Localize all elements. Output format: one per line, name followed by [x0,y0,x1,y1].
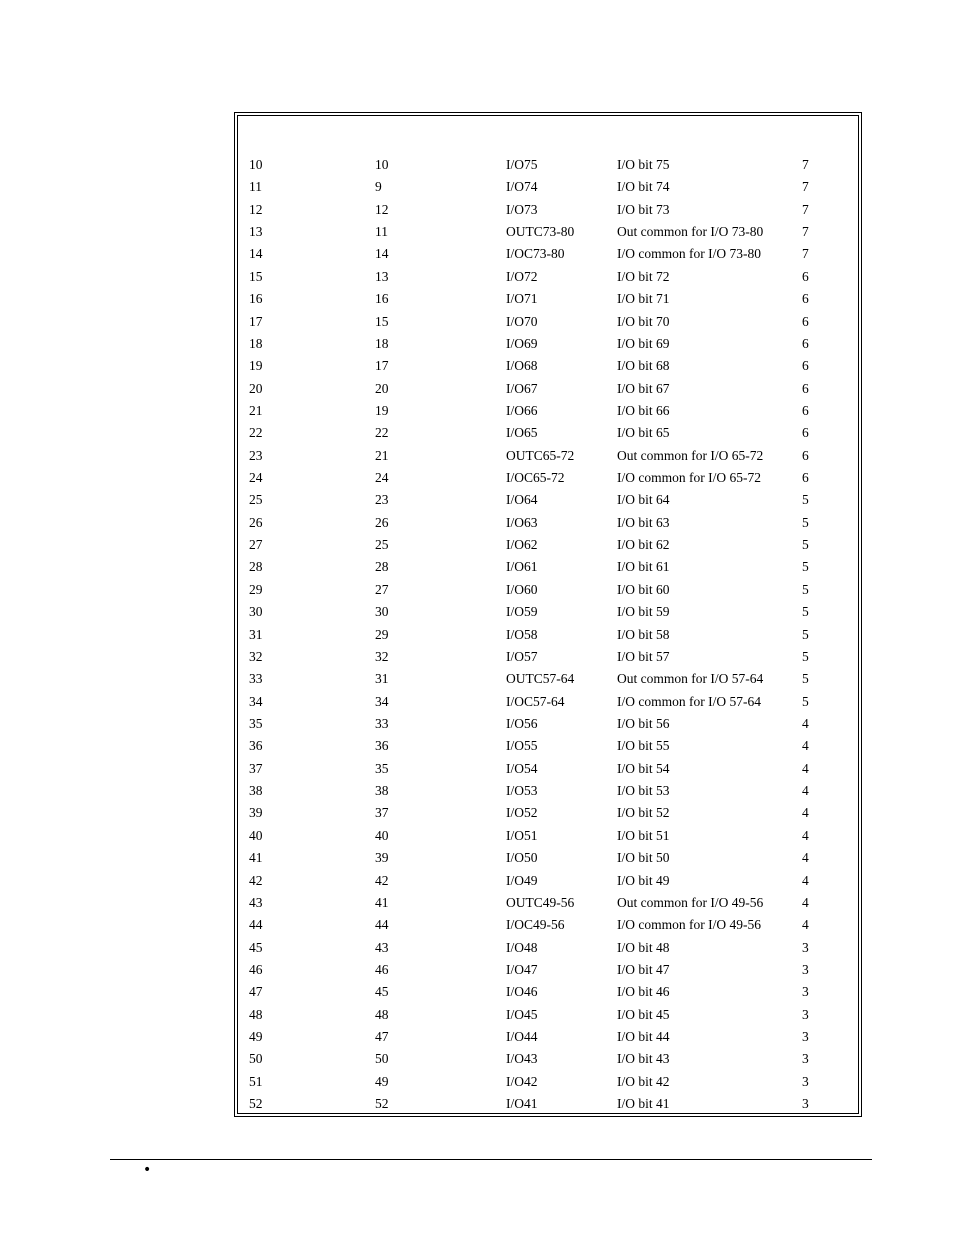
table-cell-signal-name: I/OC57-64 [506,693,565,709]
table-cell-signal-name: I/O54 [506,760,538,776]
table-row [0,199,954,221]
table-cell-signal-name: I/O46 [506,984,538,1000]
table-cell-io-group: 3 [802,939,809,955]
table-cell-signal-name: I/O63 [506,514,538,530]
table-cell-cable-pin: 12 [375,201,389,217]
table-row [0,802,954,824]
table-cell-signal-name: I/O59 [506,604,538,620]
table-cell-connector-pin: 39 [249,805,263,821]
table-cell-io-group: 5 [802,537,809,553]
table-row [0,243,954,265]
table-cell-cable-pin: 20 [375,380,389,396]
table-cell-io-group: 4 [802,917,809,933]
table-cell-connector-pin: 28 [249,559,263,575]
table-cell-io-group: 3 [802,961,809,977]
table-cell-cable-pin: 43 [375,939,389,955]
table-cell-signal-description: I/O common for I/O 57-64 [617,693,761,709]
table-cell-connector-pin: 35 [249,715,263,731]
table-cell-signal-description: I/O bit 74 [617,179,670,195]
table-cell-signal-description: I/O bit 69 [617,335,670,351]
table-row [0,355,954,377]
table-row [0,601,954,623]
table-cell-signal-description: I/O bit 58 [617,626,670,642]
table-cell-signal-description: Out common for I/O 73-80 [617,224,764,240]
table-cell-signal-name: I/O45 [506,1006,538,1022]
table-cell-cable-pin: 46 [375,961,389,977]
table-cell-connector-pin: 12 [249,201,263,217]
table-row [0,780,954,802]
table-cell-connector-pin: 41 [249,850,263,866]
table-cell-cable-pin: 18 [375,335,389,351]
table-cell-signal-description: I/O bit 71 [617,291,670,307]
table-cell-cable-pin: 37 [375,805,389,821]
table-cell-connector-pin: 10 [249,157,263,172]
table-cell-connector-pin: 38 [249,783,263,799]
table-row [0,758,954,780]
table-cell-cable-pin: 31 [375,671,389,687]
table-cell-signal-name: I/O71 [506,291,538,307]
table-cell-cable-pin: 19 [375,402,389,418]
table-cell-signal-name: I/OC49-56 [506,917,565,933]
table-row [0,892,954,914]
table-cell-signal-description: I/O bit 68 [617,358,670,374]
table-cell-io-group: 4 [802,805,809,821]
table-cell-signal-description: Out common for I/O 57-64 [617,671,764,687]
table-row [0,1093,954,1115]
table-cell-cable-pin: 41 [375,894,389,910]
table-cell-io-group: 5 [802,514,809,530]
table-cell-signal-name: I/O56 [506,715,538,731]
table-cell-signal-description: Out common for I/O 65-72 [617,447,764,463]
table-cell-cable-pin: 35 [375,760,389,776]
table-cell-connector-pin: 20 [249,380,263,396]
table-cell-connector-pin: 25 [249,492,263,508]
table-cell-connector-pin: 32 [249,648,263,664]
table-cell-connector-pin: 49 [249,1029,263,1045]
table-cell-cable-pin: 40 [375,827,389,843]
table-cell-connector-pin: 19 [249,358,263,374]
table-cell-io-group: 6 [802,291,809,307]
table-row [0,378,954,400]
table-cell-connector-pin: 23 [249,447,263,463]
table-cell-cable-pin: 11 [375,224,388,240]
table-cell-io-group: 4 [802,894,809,910]
table-cell-signal-name: I/O42 [506,1073,538,1089]
table-cell-signal-description: I/O bit 59 [617,604,670,620]
table-row [0,445,954,467]
table-cell-io-group: 4 [802,715,809,731]
table-cell-signal-name: I/OC65-72 [506,470,565,486]
table-cell-signal-name: I/O75 [506,157,538,172]
table-cell-signal-name: I/O51 [506,827,538,843]
table-cell-cable-pin: 45 [375,984,389,1000]
table-cell-io-group: 3 [802,1006,809,1022]
table-cell-io-group: 7 [802,157,809,172]
table-cell-signal-name: I/O49 [506,872,538,888]
footer-rule [110,1159,872,1160]
table-row [0,937,954,959]
table-row [0,1048,954,1070]
table-row [0,691,954,713]
table-cell-connector-pin: 42 [249,872,263,888]
table-cell-connector-pin: 48 [249,1006,263,1022]
table-row [0,713,954,735]
table-cell-connector-pin: 43 [249,894,263,910]
table-cell-signal-name: I/O55 [506,738,538,754]
table-cell-io-group: 6 [802,268,809,284]
table-cell-signal-name: I/OC73-80 [506,246,565,262]
table-cell-signal-description: I/O bit 41 [617,1096,670,1112]
table-cell-signal-description: I/O bit 44 [617,1029,670,1045]
table-cell-cable-pin: 33 [375,715,389,731]
table-cell-cable-pin: 24 [375,470,389,486]
table-cell-signal-description: I/O bit 60 [617,581,670,597]
table-cell-signal-description: I/O bit 61 [617,559,670,575]
table-cell-io-group: 5 [802,648,809,664]
table-cell-cable-pin: 30 [375,604,389,620]
table-cell-signal-name: I/O67 [506,380,538,396]
table-cell-cable-pin: 21 [375,447,389,463]
table-cell-io-group: 3 [802,1029,809,1045]
table-cell-io-group: 6 [802,470,809,486]
table-cell-signal-name: I/O68 [506,358,538,374]
table-cell-signal-description: I/O bit 50 [617,850,670,866]
table-cell-connector-pin: 29 [249,581,263,597]
table-cell-io-group: 3 [802,1096,809,1112]
table-cell-cable-pin: 39 [375,850,389,866]
table-row [0,1026,954,1048]
table-cell-signal-description: I/O bit 54 [617,760,670,776]
table-cell-connector-pin: 40 [249,827,263,843]
table-cell-io-group: 3 [802,1051,809,1067]
table-row [0,981,954,1003]
table-cell-cable-pin: 34 [375,693,389,709]
table-cell-signal-description: I/O common for I/O 65-72 [617,470,761,486]
table-cell-signal-description: I/O common for I/O 73-80 [617,246,761,262]
table-cell-io-group: 3 [802,984,809,1000]
table-cell-connector-pin: 14 [249,246,263,262]
table-cell-connector-pin: 52 [249,1096,263,1112]
table-cell-signal-description: I/O bit 56 [617,715,670,731]
table-cell-signal-name: I/O70 [506,313,538,329]
table-row [0,266,954,288]
table-cell-cable-pin: 29 [375,626,389,642]
table-cell-signal-name: I/O60 [506,581,538,597]
table-cell-cable-pin: 42 [375,872,389,888]
table-cell-io-group: 6 [802,313,809,329]
table-cell-connector-pin: 34 [249,693,263,709]
table-row [0,668,954,690]
table-cell-cable-pin: 49 [375,1073,389,1089]
table-row [0,624,954,646]
table-row [0,311,954,333]
table-row [0,534,954,556]
table-cell-connector-pin: 31 [249,626,263,642]
table-row [0,154,954,176]
table-cell-signal-description: I/O bit 63 [617,514,670,530]
table-cell-signal-name: OUTC49-56 [506,894,575,910]
table-cell-signal-description: I/O bit 45 [617,1006,670,1022]
table-cell-signal-description: I/O bit 75 [617,157,670,172]
table-cell-signal-name: I/O43 [506,1051,538,1067]
table-cell-connector-pin: 13 [249,224,263,240]
table-cell-signal-name: I/O41 [506,1096,538,1112]
table-cell-io-group: 7 [802,179,809,195]
table-cell-cable-pin: 17 [375,358,389,374]
table-cell-signal-name: OUTC57-64 [506,671,575,687]
table-cell-io-group: 5 [802,559,809,575]
table-cell-connector-pin: 47 [249,984,263,1000]
table-cell-signal-description: I/O bit 53 [617,783,670,799]
footer-bullet: • [143,1162,152,1178]
table-cell-connector-pin: 22 [249,425,263,441]
table-row [0,914,954,936]
table-cell-cable-pin: 26 [375,514,389,530]
table-cell-io-group: 3 [802,1073,809,1089]
table-cell-connector-pin: 24 [249,470,263,486]
table-cell-io-group: 5 [802,671,809,687]
table-cell-cable-pin: 22 [375,425,389,441]
table-cell-connector-pin: 26 [249,514,263,530]
table-cell-io-group: 6 [802,425,809,441]
table-cell-signal-name: I/O64 [506,492,538,508]
table-cell-signal-name: I/O72 [506,268,538,284]
table-cell-io-group: 5 [802,581,809,597]
table-cell-signal-name: I/O66 [506,402,538,418]
table-cell-signal-name: I/O53 [506,783,538,799]
table-cell-signal-description: Out common for I/O 49-56 [617,894,764,910]
table-cell-io-group: 7 [802,224,809,240]
table-cell-signal-description: I/O bit 57 [617,648,670,664]
table-cell-connector-pin: 18 [249,335,263,351]
table-cell-connector-pin: 33 [249,671,263,687]
table-row [0,847,954,869]
table-cell-io-group: 6 [802,380,809,396]
table-row [0,1004,954,1026]
table-cell-signal-name: I/O47 [506,961,538,977]
table-cell-cable-pin: 47 [375,1029,389,1045]
table-cell-io-group: 6 [802,358,809,374]
table-cell-connector-pin: 15 [249,268,263,284]
table-cell-cable-pin: 38 [375,783,389,799]
table-cell-connector-pin: 27 [249,537,263,553]
table-row [0,1071,954,1093]
table-cell-signal-description: I/O bit 67 [617,380,670,396]
table-cell-signal-name: OUTC65-72 [506,447,575,463]
table-cell-cable-pin: 28 [375,559,389,575]
table-cell-connector-pin: 46 [249,961,263,977]
table-cell-io-group: 4 [802,760,809,776]
table-cell-cable-pin: 9 [375,179,382,195]
table-cell-signal-description: I/O bit 46 [617,984,670,1000]
table-row [0,333,954,355]
table-cell-signal-description: I/O bit 43 [617,1051,670,1067]
table-cell-cable-pin: 50 [375,1051,389,1067]
table-cell-signal-description: I/O bit 55 [617,738,670,754]
table-row [0,176,954,198]
table-row [0,288,954,310]
table-cell-signal-name: I/O69 [506,335,538,351]
table-cell-io-group: 5 [802,626,809,642]
table-row [0,221,954,243]
table-cell-cable-pin: 14 [375,246,389,262]
table-cell-cable-pin: 48 [375,1006,389,1022]
table-cell-io-group: 4 [802,738,809,754]
table-cell-signal-name: I/O57 [506,648,538,664]
table-cell-cable-pin: 52 [375,1096,389,1112]
table-cell-signal-name: I/O65 [506,425,538,441]
table-cell-signal-name: I/O48 [506,939,538,955]
table-row [0,825,954,847]
table-cell-cable-pin: 44 [375,917,389,933]
table-cell-io-group: 6 [802,447,809,463]
table-row [0,870,954,892]
table-cell-cable-pin: 23 [375,492,389,508]
table-cell-connector-pin: 50 [249,1051,263,1067]
table-row [0,489,954,511]
table-cell-connector-pin: 45 [249,939,263,955]
table-cell-connector-pin: 36 [249,738,263,754]
table-cell-signal-description: I/O bit 65 [617,425,670,441]
table-cell-connector-pin: 37 [249,760,263,776]
table-cell-signal-description: I/O bit 70 [617,313,670,329]
table-cell-connector-pin: 11 [249,179,262,195]
table-cell-signal-name: I/O58 [506,626,538,642]
table-cell-signal-description: I/O bit 64 [617,492,670,508]
table-cell-io-group: 5 [802,604,809,620]
table-cell-signal-name: I/O62 [506,537,538,553]
table-cell-signal-description: I/O bit 62 [617,537,670,553]
table-cell-cable-pin: 25 [375,537,389,553]
table-cell-io-group: 4 [802,827,809,843]
table-cell-signal-description: I/O bit 49 [617,872,670,888]
table-cell-signal-name: I/O50 [506,850,538,866]
table-cell-connector-pin: 51 [249,1073,263,1089]
table-cell-signal-description: I/O bit 52 [617,805,670,821]
table-cell-signal-description: I/O bit 51 [617,827,670,843]
table-cell-connector-pin: 16 [249,291,263,307]
table-cell-connector-pin: 17 [249,313,263,329]
table-cell-io-group: 4 [802,872,809,888]
table-cell-cable-pin: 10 [375,157,389,172]
table-cell-io-group: 6 [802,402,809,418]
table-cell-signal-description: I/O bit 66 [617,402,670,418]
table-row [0,735,954,757]
table-cell-connector-pin: 30 [249,604,263,620]
table-cell-io-group: 6 [802,335,809,351]
table-cell-io-group: 7 [802,201,809,217]
table-cell-io-group: 7 [802,246,809,262]
table-cell-cable-pin: 13 [375,268,389,284]
table-cell-signal-name: I/O44 [506,1029,538,1045]
table-row [0,512,954,534]
table-row [0,422,954,444]
table-cell-cable-pin: 32 [375,648,389,664]
table-cell-cable-pin: 36 [375,738,389,754]
table-cell-signal-name: OUTC73-80 [506,224,575,240]
table-cell-cable-pin: 16 [375,291,389,307]
table-cell-signal-description: I/O bit 47 [617,961,670,977]
table-cell-signal-description: I/O common for I/O 49-56 [617,917,761,933]
table-cell-connector-pin: 44 [249,917,263,933]
table-cell-signal-description: I/O bit 73 [617,201,670,217]
table-cell-signal-description: I/O bit 48 [617,939,670,955]
table-cell-cable-pin: 15 [375,313,389,329]
table-cell-signal-name: I/O61 [506,559,538,575]
table-cell-io-group: 5 [802,492,809,508]
table-cell-connector-pin: 21 [249,402,263,418]
pinout-table-rows [0,154,954,1115]
table-cell-signal-name: I/O52 [506,805,538,821]
table-cell-signal-name: I/O73 [506,201,538,217]
table-row [0,646,954,668]
table-row [0,467,954,489]
table-row [0,579,954,601]
table-cell-cable-pin: 27 [375,581,389,597]
table-row [0,556,954,578]
table-row [0,400,954,422]
table-cell-signal-description: I/O bit 72 [617,268,670,284]
table-cell-io-group: 4 [802,850,809,866]
table-cell-signal-description: I/O bit 42 [617,1073,670,1089]
table-cell-io-group: 5 [802,693,809,709]
table-cell-io-group: 4 [802,783,809,799]
table-cell-signal-name: I/O74 [506,179,538,195]
table-row [0,959,954,981]
